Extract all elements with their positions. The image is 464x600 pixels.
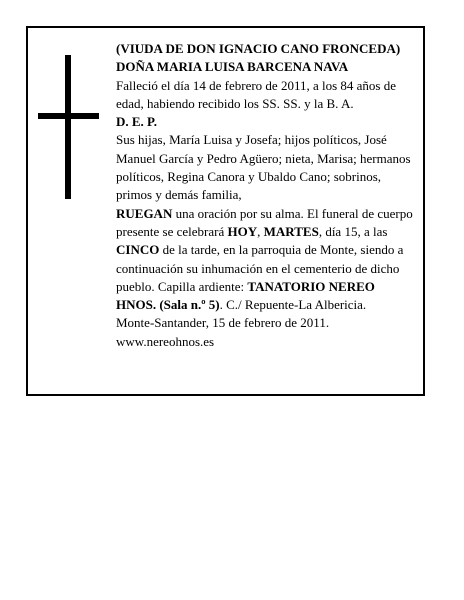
- place-date: Monte-Santander, 15 de febrero de 2011.: [116, 315, 330, 331]
- funeral-details: [116, 205, 416, 315]
- deceased-name: DOÑA MARIA LUISA BARCENA NAVA: [116, 59, 349, 75]
- obituary-notice: [26, 26, 425, 396]
- prayer-text-3: de la tarde, en la parroquia de Monte, siendo a continuación su inhumación en el cementerio de dicho pueblo. Capilla ardiente:: [116, 242, 404, 294]
- death-info: Falleció el día 14 de febrero de 2011, a los 84 años de edad, habiendo recibido los SS. SS. y la B. A.: [116, 77, 397, 111]
- hoy-word: HOY: [227, 223, 258, 239]
- tanatorio-name: TANATORIO NEREO HNOS. (Sala n.º 5): [116, 278, 375, 313]
- widow-of-line: (VIUDA DE DON IGNACIO CANO FRONCEDA): [116, 41, 401, 56]
- cross-horizontal-bar: [38, 113, 99, 119]
- cinco-word: CINCO: [116, 242, 160, 258]
- cross-icon: [38, 55, 99, 199]
- tanatorio-address: . C./ Repuente-La Albericia.: [219, 297, 367, 313]
- martes-word: MARTES: [263, 223, 319, 239]
- rest-in-peace: D. E. P.: [116, 114, 158, 130]
- comma-separator: ,: [257, 223, 264, 239]
- family-list: Sus hijas, María Luisa y Josefa; hijos políticos, José Manuel García y Pedro Agüero; nieta, Marisa; hermanos políticos, Regina Canora y Ubaldo Cano; sobrinos, primos y demás familia,: [116, 132, 411, 203]
- ruegan-word: RUEGAN: [116, 205, 173, 221]
- website-text: www.nereohnos.es: [116, 333, 215, 349]
- prayer-text-1: una oración por su alma. El funeral de cuerpo presente se celebrará: [116, 205, 413, 239]
- cross-vertical-bar: [65, 55, 71, 199]
- notice-text: [116, 40, 416, 351]
- prayer-text-2: , día 15, a las: [318, 223, 388, 239]
